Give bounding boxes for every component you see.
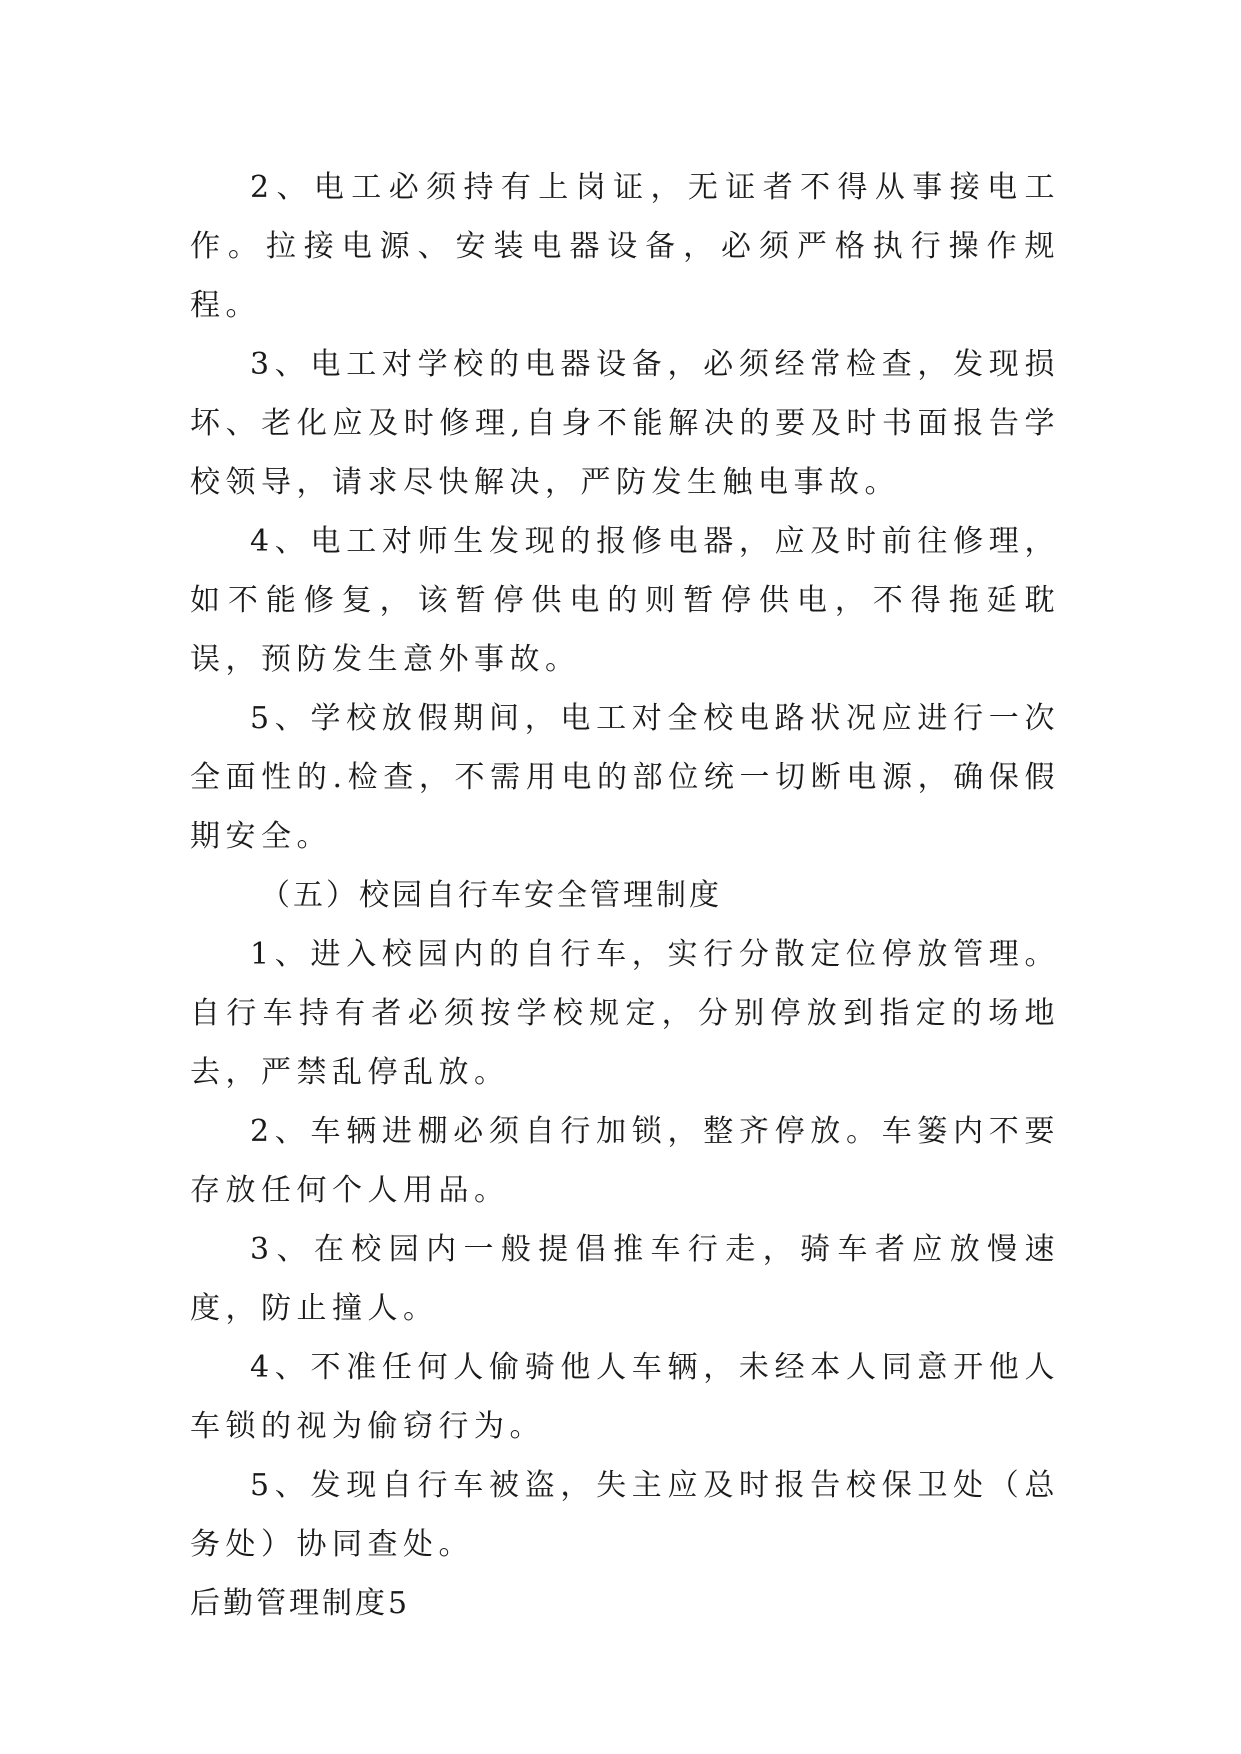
section-heading-bicycle-safety: （五）校园自行车安全管理制度 xyxy=(260,878,722,913)
paragraph-repair-requests: 4、电工对师生发现的报修电器，应及时前往修理，如不能修复，该暂停供电的则暂停供电，不得拖延耽误，预防发生意外事故。 xyxy=(190,524,1060,677)
paragraph-bicycle-locking: 2、车辆进棚必须自行加锁，整齐停放。车篓内不要存放任何个人用品。 xyxy=(190,1114,1060,1208)
paragraph-equipment-inspection: 3、电工对学校的电器设备，必须经常检查，发现损坏、老化应及时修理,自身不能解决的要及时书面报告学校领导，请求尽快解决，严防发生触电事故。 xyxy=(190,347,1060,500)
paragraph-bicycle-parking: 1、进入校园内的自行车，实行分散定位停放管理。自行车持有者必须按学校规定，分别停放到指定的场地去，严禁乱停乱放。 xyxy=(190,937,1060,1090)
paragraph-holiday-check: 5、学校放假期间，电工对全校电路状况应进行一次全面性的.检查，不需用电的部位统一切断电源，确保假期安全。 xyxy=(190,701,1060,854)
paragraph-electrician-certificate: 2、电工必须持有上岗证，无证者不得从事接电工作。拉接电源、安装电器设备，必须严格执行操作规程。 xyxy=(190,170,1060,323)
paragraph-bicycle-theft-rule: 4、不准任何人偷骑他人车辆，未经本人同意开他人车锁的视为偷窃行为。 xyxy=(190,1350,1060,1444)
document-section-title: 后勤管理制度5 xyxy=(190,1586,411,1621)
document-page xyxy=(190,158,1060,1633)
paragraph-bicycle-riding: 3、在校园内一般提倡推车行走，骑车者应放慢速度，防止撞人。 xyxy=(190,1232,1060,1326)
paragraph-bicycle-theft-report: 5、发现自行车被盗，失主应及时报告校保卫处（总务处）协同查处。 xyxy=(190,1468,1060,1562)
